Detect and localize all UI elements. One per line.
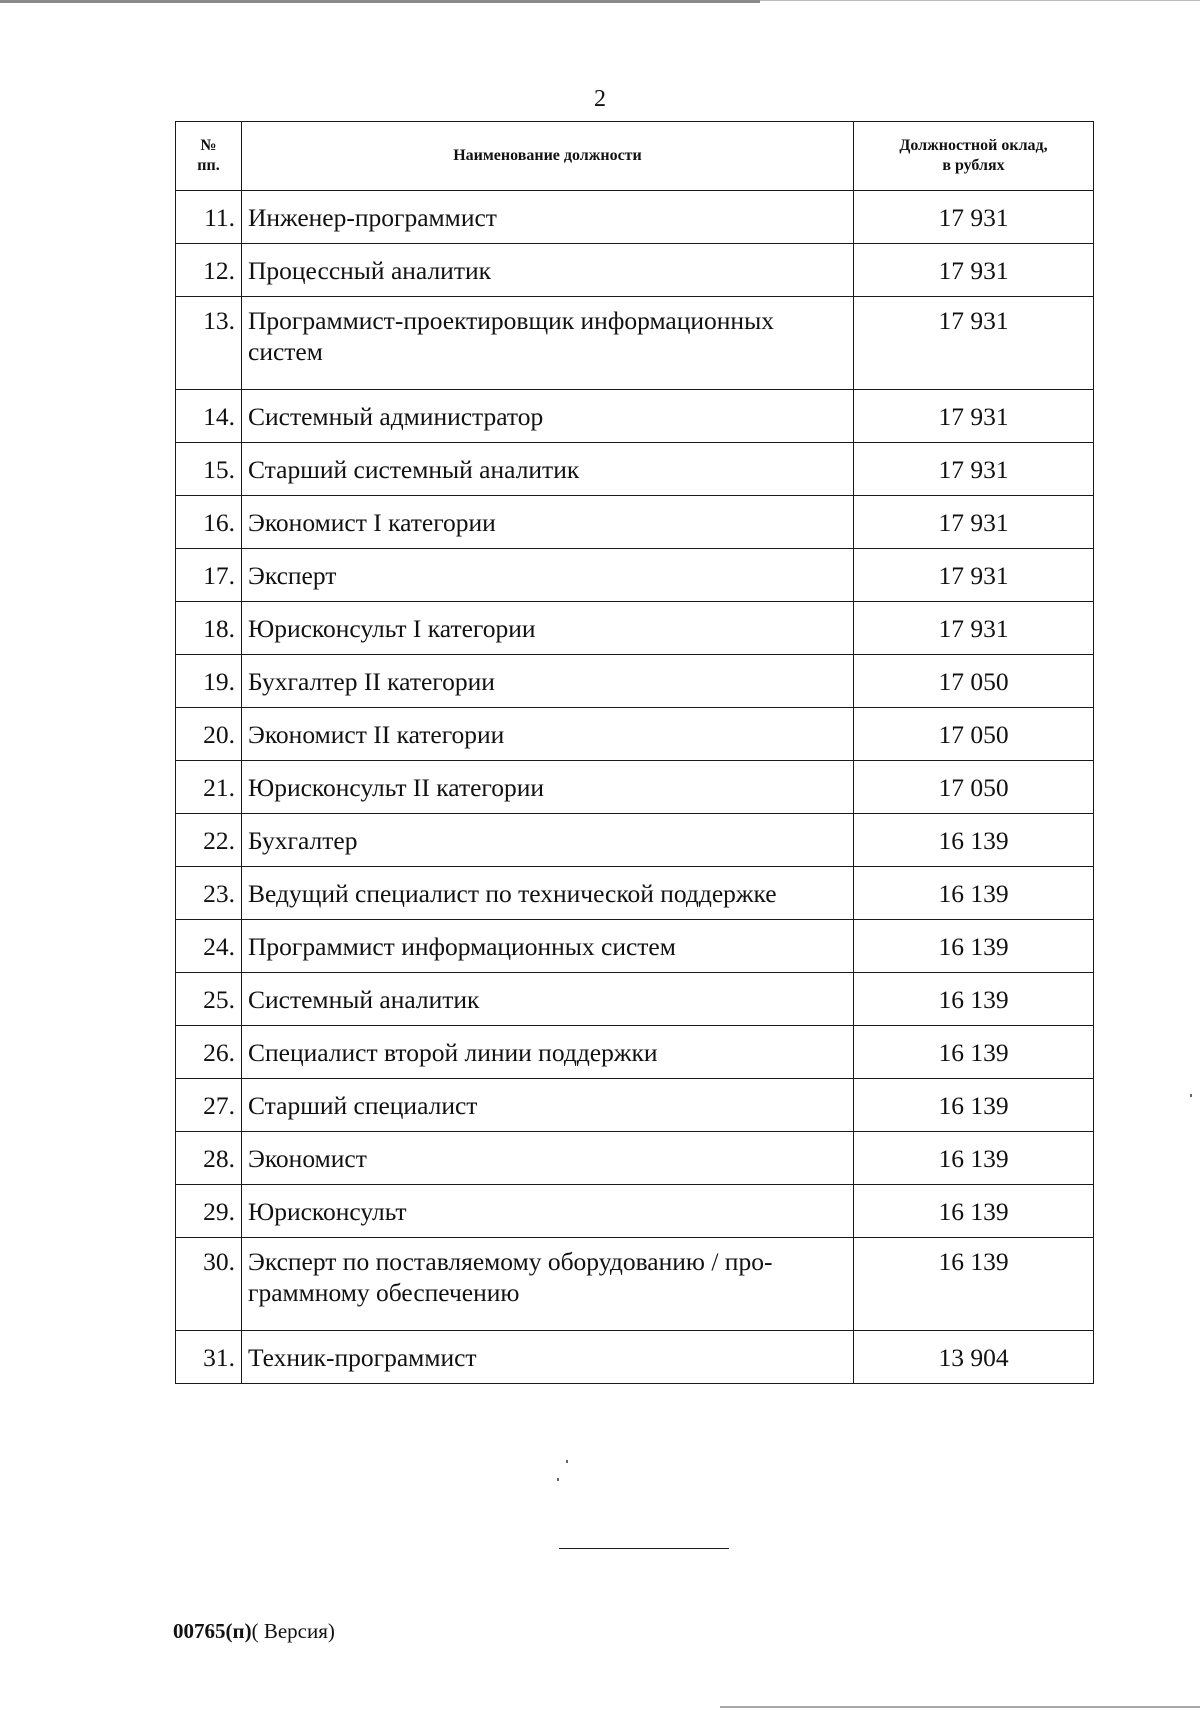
row-position-name: Программист информационных систем [242,920,854,973]
row-position-name: Системный аналитик [242,973,854,1026]
table-row [176,1331,1094,1384]
table-header-row [176,122,1094,191]
row-position-name: Старший системный аналитик [242,443,854,496]
table-row [176,708,1094,761]
row-salary: 17 050 [854,761,1094,814]
row-salary: 16 139 [854,920,1094,973]
table-row [176,655,1094,708]
row-position-name: Юрисконсульт [242,1185,854,1238]
row-position-name: Техник-программист [242,1331,854,1384]
row-salary: 16 139 [854,1185,1094,1238]
table-row [176,1079,1094,1132]
table-row [176,973,1094,1026]
table-row [176,1026,1094,1079]
row-position-name: Системный администратор [242,390,854,443]
table-row [176,1132,1094,1185]
row-salary: 17 931 [854,496,1094,549]
row-salary: 17 931 [854,244,1094,297]
row-number: 28. [176,1132,242,1185]
header-name [242,122,854,191]
row-position-name: Процессный аналитик [242,244,854,297]
row-salary: 17 050 [854,655,1094,708]
row-salary: 16 139 [854,973,1094,1026]
scan-speck [1190,1094,1192,1097]
table-row [176,244,1094,297]
table-row [176,867,1094,920]
row-number: 16. [176,496,242,549]
table-row [176,443,1094,496]
row-position-name: Ведущий специалист по технической поддержке [242,867,854,920]
row-number: 19. [176,655,242,708]
row-salary: 16 139 [854,1132,1094,1185]
row-salary: 16 139 [854,867,1094,920]
header-name-text: Наименование должности [453,147,642,164]
table-row [176,191,1094,244]
row-salary: 16 139 [854,1026,1094,1079]
header-number [176,122,242,191]
row-number: 14. [176,390,242,443]
document-code [173,1618,335,1644]
header-salary [854,122,1094,191]
row-salary: 13 904 [854,1331,1094,1384]
table-row [176,814,1094,867]
row-number: 24. [176,920,242,973]
document-code-number: 00765(п) [173,1619,252,1643]
scan-speck [557,1478,559,1481]
end-separator-line [559,1548,729,1549]
header-salary-text: Должностной оклад, в рублях [899,137,1048,174]
row-number: 23. [176,867,242,920]
row-position-name: Экономист [242,1132,854,1185]
row-salary: 17 931 [854,602,1094,655]
row-position-name: Эксперт по поставляемому оборудованию / про-граммному обеспечению [242,1238,854,1331]
row-position-name: Эксперт [242,549,854,602]
document-version-label: ( Версия) [251,1619,335,1643]
row-number: 12. [176,244,242,297]
row-position-name: Экономист II категории [242,708,854,761]
table-row [176,549,1094,602]
table-row [176,496,1094,549]
row-number: 11. [176,191,242,244]
header-number-text: № пп. [197,137,220,174]
row-position-name: Старший специалист [242,1079,854,1132]
row-position-name: Программист-проектировщик информационных систем [242,297,854,390]
row-salary: 17 050 [854,708,1094,761]
table-row [176,1238,1094,1331]
row-position-name: Экономист I категории [242,496,854,549]
table-row [176,761,1094,814]
row-position-name: Инженер-программист [242,191,854,244]
row-number: 31. [176,1331,242,1384]
row-number: 21. [176,761,242,814]
row-number: 18. [176,602,242,655]
table-row [176,920,1094,973]
row-position-name: Специалист второй линии поддержки [242,1026,854,1079]
row-salary: 17 931 [854,297,1094,390]
page-number: 2 [594,86,606,112]
row-salary: 16 139 [854,814,1094,867]
row-position-name: Бухгалтер II категории [242,655,854,708]
row-salary: 17 931 [854,390,1094,443]
row-salary: 17 931 [854,549,1094,602]
row-number: 20. [176,708,242,761]
row-number: 17. [176,549,242,602]
row-number: 27. [176,1079,242,1132]
table-row [176,297,1094,390]
positions-salary-table [175,121,1094,1384]
row-position-name: Юрисконсульт II категории [242,761,854,814]
row-number: 29. [176,1185,242,1238]
table-row [176,1185,1094,1238]
row-salary: 16 139 [854,1079,1094,1132]
table-row [176,602,1094,655]
row-salary: 17 931 [854,443,1094,496]
row-salary: 17 931 [854,191,1094,244]
table-row [176,390,1094,443]
row-number: 13. [176,297,242,390]
row-number: 25. [176,973,242,1026]
row-number: 26. [176,1026,242,1079]
row-number: 30. [176,1238,242,1331]
row-salary: 16 139 [854,1238,1094,1331]
row-number: 22. [176,814,242,867]
row-number: 15. [176,443,242,496]
scan-edge-top-left [0,0,760,3]
row-position-name: Юрисконсульт I категории [242,602,854,655]
scan-speck [566,1460,568,1463]
row-position-name: Бухгалтер [242,814,854,867]
scan-edge-bottom [720,1706,1200,1708]
